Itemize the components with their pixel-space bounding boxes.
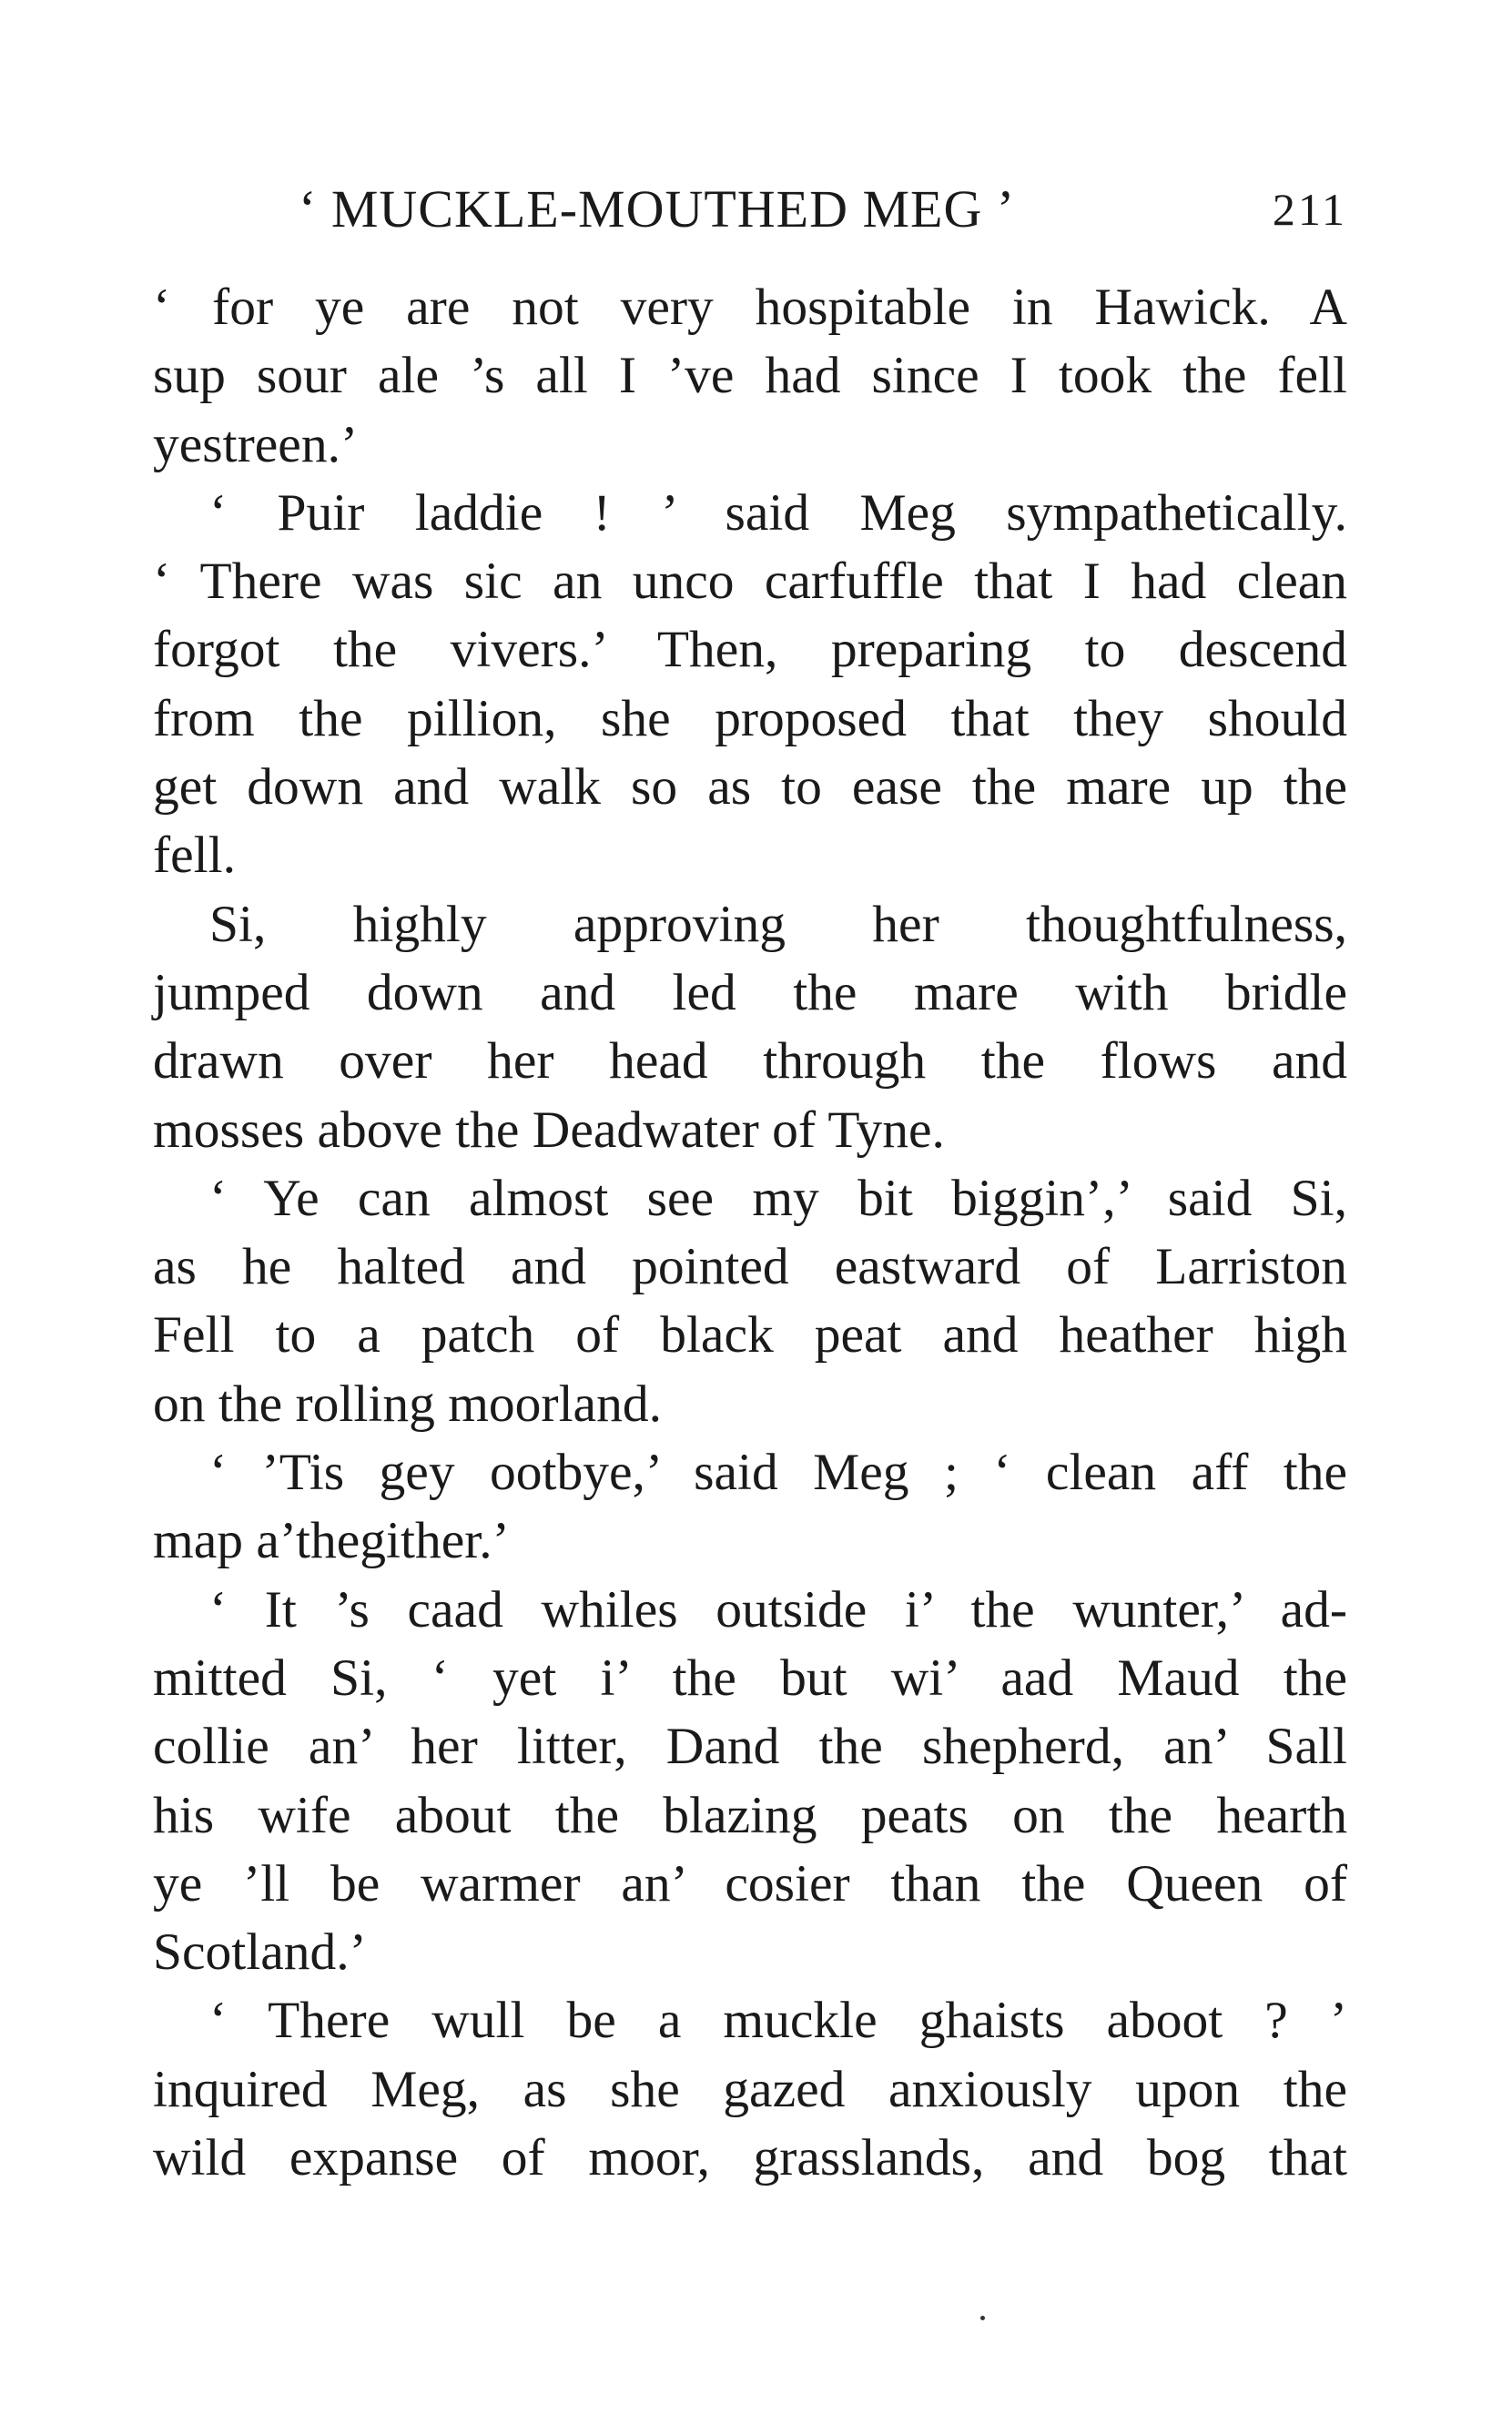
text-line: jumped down and led the mare with bridle xyxy=(153,963,1347,1021)
text-line: forgot the vivers.’ Then, preparing to descend xyxy=(153,621,1347,679)
text-line: Si, highly approving her thoughtfulness, xyxy=(209,895,1347,953)
text-line: drawn over her head through the flows and xyxy=(153,1032,1347,1091)
text-line: from the pillion, she proposed that they should xyxy=(153,689,1347,747)
running-head xyxy=(153,173,1347,246)
text-line: yestreen.’ xyxy=(153,415,359,473)
body-text xyxy=(153,273,1347,2192)
text-line: on the rolling moorland. xyxy=(153,1375,662,1433)
ink-speck xyxy=(980,2316,985,2320)
text-line: ‘ There wull be a muckle ghaists aboot ? ’ xyxy=(209,1992,1347,2050)
text-line: map a’thegither.’ xyxy=(153,1512,510,1570)
text-line: mitted Si, ‘ yet i’ the but wi’ aad Maud the xyxy=(153,1649,1347,1707)
text-line: wild expanse of moor, grasslands, and bog that xyxy=(153,2129,1347,2187)
text-line: ye ’ll be warmer an’ cosier than the Queen of xyxy=(153,1854,1347,1912)
text-line: ‘ There was sic an unco carfuffle that I had clean xyxy=(153,553,1347,611)
text-line: as he halted and pointed eastward of Larriston xyxy=(153,1238,1347,1296)
text-line: get down and walk so as to ease the mare up the xyxy=(153,758,1347,817)
text-line: ‘ Puir laddie ! ’ said Meg sympathetically. xyxy=(209,483,1347,542)
text-line: his wife about the blazing peats on the hearth xyxy=(153,1786,1347,1844)
text-line: ‘ Ye can almost see my bit biggin’,’ said Si, xyxy=(209,1169,1347,1227)
text-line: Scotland.’ xyxy=(153,1923,367,1982)
text-line: Fell to a patch of black peat and heather high xyxy=(153,1306,1347,1365)
text-line: sup sour ale ’s all I ’ve had since I took the fell xyxy=(153,347,1347,405)
text-line: fell. xyxy=(153,827,236,885)
text-line: ‘ It ’s caad whiles outside i’ the wunter,’ ad- xyxy=(209,1580,1347,1639)
text-line: collie an’ her litter, Dand the shepherd, an’ Sall xyxy=(153,1718,1347,1776)
text-line: ‘ ’Tis gey ootbye,’ said Meg ; ‘ clean aff the xyxy=(209,1444,1347,1502)
text-line: ‘ for ye are not very hospitable in Hawick. A xyxy=(153,279,1347,336)
page-number: 211 xyxy=(1272,184,1347,235)
running-title: ‘ MUCKLE-MOUTHED MEG ’ xyxy=(299,179,1016,238)
text-line: inquired Meg, as she gazed anxiously upon the xyxy=(153,2060,1347,2118)
text-line: mosses above the Deadwater of Tyne. xyxy=(153,1101,945,1159)
